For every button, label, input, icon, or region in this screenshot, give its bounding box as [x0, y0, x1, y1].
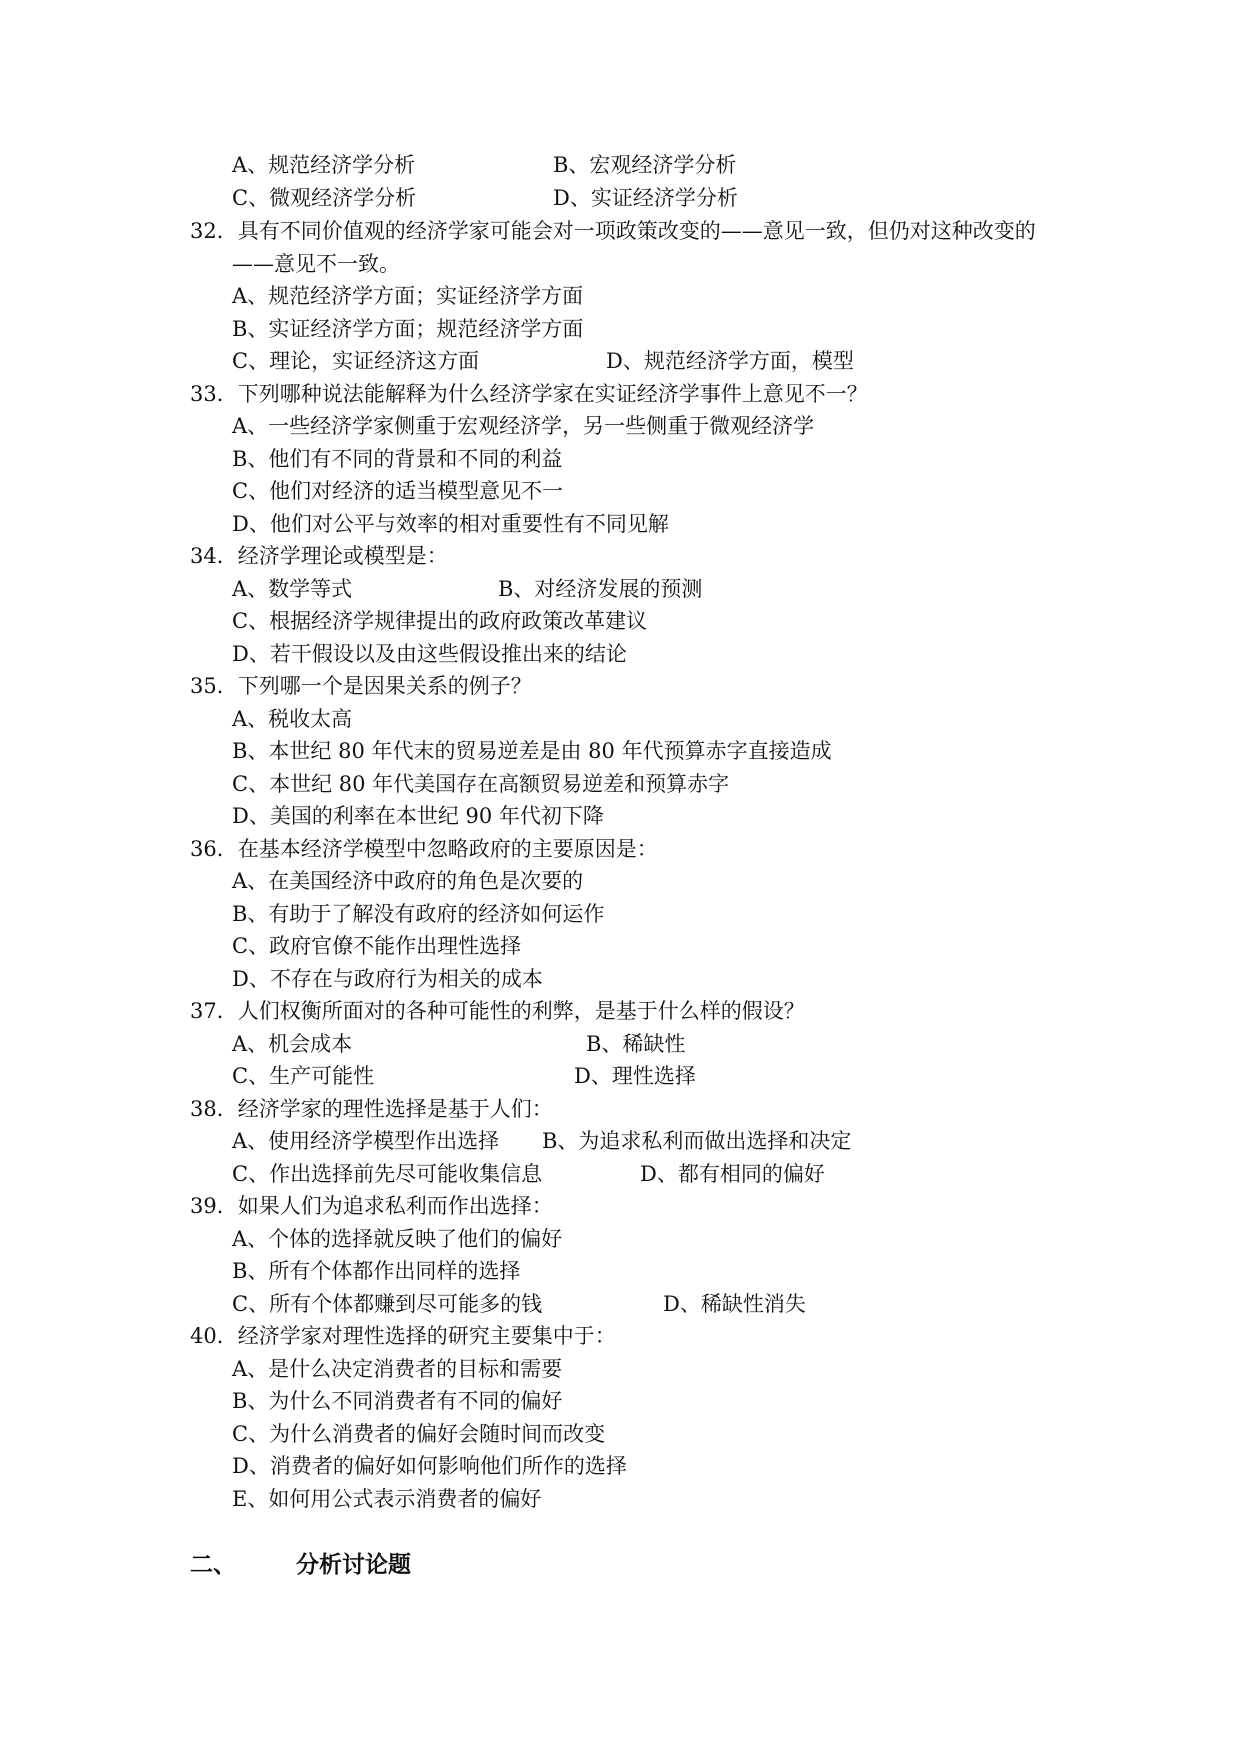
q35-option-c: C、本世纪 80 年代美国存在高额贸易逆差和预算赤字: [232, 772, 730, 796]
q32-option-d: D、规范经济学方面，模型: [606, 349, 854, 373]
q37-option-b: B、稀缺性: [586, 1032, 686, 1056]
q39-option-c: C、所有个体都赚到尽可能多的钱: [232, 1292, 543, 1316]
q38-option-b: B、为追求私利而做出选择和决定: [542, 1129, 852, 1153]
q37-option-a: A、机会成本: [232, 1032, 353, 1056]
q40-option-b: B、为什么不同消费者有不同的偏好: [232, 1389, 563, 1413]
q34-option-c: C、根据经济学规律提出的政府政策改革建议: [232, 609, 648, 633]
q36-option-b: B、有助于了解没有政府的经济如何运作: [232, 902, 605, 926]
q31-option-d: D、实证经济学分析: [553, 186, 738, 210]
section-title: 分析讨论题: [296, 1551, 411, 1578]
q36-option-d: D、不存在与政府行为相关的成本: [232, 967, 543, 991]
q35-option-b: B、本世纪 80 年代末的贸易逆差是由 80 年代预算赤字直接造成: [232, 739, 832, 763]
q37-stem: 37．人们权衡所面对的各种可能性的利弊，是基于什么样的假设？: [190, 999, 805, 1023]
q32-stem: 32．具有不同价值观的经济学家可能会对一项政策改变的——意见一致，但仍对这种改变的: [190, 219, 1036, 243]
q36-option-c: C、政府官僚不能作出理性选择: [232, 934, 522, 958]
q38-option-d: D、都有相同的偏好: [640, 1162, 825, 1186]
q38-stem: 38．经济学家的理性选择是基于人们：: [190, 1097, 553, 1121]
q31-option-b: B、宏观经济学分析: [553, 153, 737, 177]
q35-option-a: A、税收太高: [232, 707, 353, 731]
q38-option-a: A、使用经济学模型作出选择: [232, 1129, 500, 1153]
q38-option-c: C、作出选择前先尽可能收集信息: [232, 1162, 543, 1186]
q39-stem: 39．如果人们为追求私利而作出选择：: [190, 1194, 553, 1218]
q39-option-d: D、稀缺性消失: [663, 1292, 806, 1316]
q39-option-a: A、个体的选择就反映了他们的偏好: [232, 1227, 563, 1251]
q36-stem: 36．在基本经济学模型中忽略政府的主要原因是：: [190, 837, 658, 861]
q40-stem: 40．经济学家对理性选择的研究主要集中于：: [190, 1324, 616, 1348]
q37-option-c: C、生产可能性: [232, 1064, 375, 1088]
q32-option-c: C、理论，实证经济这方面: [232, 349, 480, 373]
q34-option-b: B、对经济发展的预测: [498, 577, 703, 601]
q33-option-b: B、他们有不同的背景和不同的利益: [232, 447, 563, 471]
q40-option-e: E、如何用公式表示消费者的偏好: [232, 1487, 542, 1511]
q36-option-a: A、在美国经济中政府的角色是次要的: [232, 869, 584, 893]
q35-stem: 35．下列哪一个是因果关系的例子？: [190, 674, 532, 698]
q40-option-d: D、消费者的偏好如何影响他们所作的选择: [232, 1454, 627, 1478]
q31-option-c: C、微观经济学分析: [232, 186, 417, 210]
section-heading: [190, 1550, 411, 1580]
q40-option-c: C、为什么消费者的偏好会随时间而改变: [232, 1422, 606, 1446]
q34-stem: 34．经济学理论或模型是：: [190, 544, 448, 568]
q33-stem: 33．下列哪种说法能解释为什么经济学家在实证经济学事件上意见不一？: [190, 382, 868, 406]
q39-option-b: B、所有个体都作出同样的选择: [232, 1259, 521, 1283]
q34-option-d: D、若干假设以及由这些假设推出来的结论: [232, 642, 627, 666]
q32-stem-continued: ——意见不一致。: [232, 252, 400, 276]
q34-option-a: A、数学等式: [232, 577, 353, 601]
section-number: 二、: [190, 1551, 236, 1578]
q40-option-a: A、是什么决定消费者的目标和需要: [232, 1357, 563, 1381]
q32-option-a: A、规范经济学方面；实证经济学方面: [232, 284, 584, 308]
q37-option-d: D、理性选择: [574, 1064, 696, 1088]
q33-option-a: A、一些经济学家侧重于宏观经济学，另一些侧重于微观经济学: [232, 414, 815, 438]
q33-option-c: C、他们对经济的适当模型意见不一: [232, 479, 564, 503]
q32-option-b: B、实证经济学方面；规范经济学方面: [232, 317, 584, 341]
q35-option-d: D、美国的利率在本世纪 90 年代初下降: [232, 804, 604, 828]
q31-option-a: A、规范经济学分析: [232, 153, 416, 177]
q33-option-d: D、他们对公平与效率的相对重要性有不同见解: [232, 512, 669, 536]
